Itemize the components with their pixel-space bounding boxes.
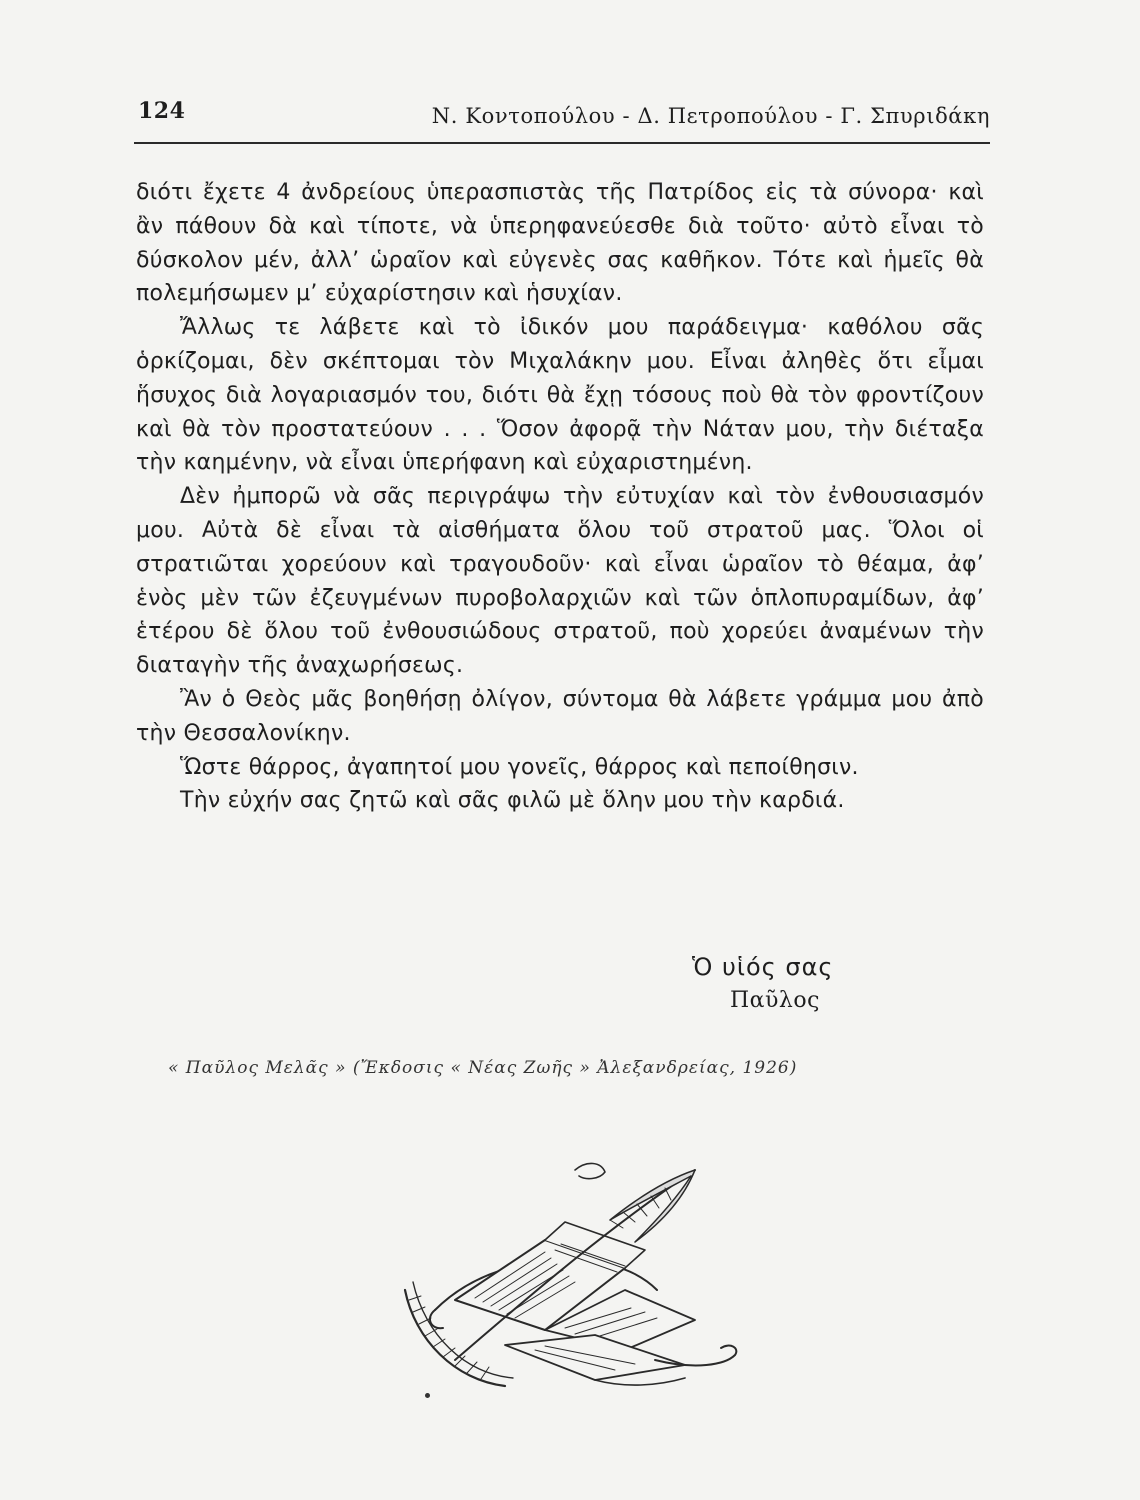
ink-speck [425,1393,430,1398]
signature-name: Παῦλος [730,988,820,1013]
letter-paragraph-3: Δὲν ἠμπορῶ νὰ σᾶς περιγράψω τὴν εὐτυχίαν καὶ τὸν ἐνθουσιασμόν μου. Αὐτὰ δὲ εἶναι τὰ αἰσθήματα ὅλου τοῦ στρατοῦ μας. Ὅλοι οἱ στρατιῶται χορεύουν καὶ τραγουδοῦν· καὶ εἶναι ὡραῖον τὸ θέαμα, ἀφ’ ἑνὸς μὲν τῶν ἐζευγμένων πυροβολαρχιῶν καὶ τῶν ὁπλοπυραμίδων, ἀφ’ ἑτέρου δὲ ὅλου τοῦ ἐνθουσιώδους στρατοῦ, ποὺ χορεύει ἀναμένων τὴν διαταγὴν τῆς ἀναχωρήσεως. [136,484,984,679]
letter-body [136,176,984,818]
letter-paragraph-2: Ἄλλως τε λάβετε καὶ τὸ ἰδικόν μου παράδειγμα· καθόλου σᾶς ὁρκίζομαι, δὲν σκέπτομαι τὸν Μιχαλάκην μου. Εἶναι ἀληθὲς ὅτι εἶμαι ἥσυχος διὰ λογαριασμόν του, διότι θὰ ἔχῃ τόσους ποὺ θὰ τὸν φροντίζουν καὶ θὰ τὸν προστατεύουν . . . Ὅσον ἀφορᾷ τὴν Νάταν μου, τὴν διέταξα τὴν καημένην, νὰ εἶναι ὑπερήφανη καὶ εὐχαριστημένη. [136,315,984,476]
letter-paragraph-6: Τὴν εὐχήν σας ζητῶ καὶ σᾶς φιλῶ μὲ ὅλην μου τὴν καρδιά. [180,788,845,814]
letter-paragraph-5: Ὥστε θάρρος, ἀγαπητοί μου γονεῖς, θάρρος καὶ πεποίθησιν. [180,754,859,780]
closing-line: Ὁ υἱός σας [692,953,834,981]
letter-paragraph-1: διότι ἔχετε 4 ἀνδρείους ὑπερασπιστὰς τῆς Πατρίδος εἰς τὰ σύνορα· καὶ ἂν πάθουν δὰ καὶ τίποτε, νὰ ὑπερηφανεύεσθε διὰ τοῦτο· αὐτὸ εἶναι τὸ δύσκολον μέν, ἀλλ’ ὡραῖον καὶ εὐγενὲς σας καθῆκον. Τότε καὶ ἡμεῖς θὰ πολεμήσωμεν μ’ εὐχαρίστησιν καὶ ἡσυχίαν. [136,180,984,307]
source-citation: « Παῦλος Μελᾶς » (Ἔκδοσις « Νέας Ζωῆς » Ἀλεξανδρείας, 1926) [168,1058,798,1078]
running-head: Ν. Κοντοπούλου - Δ. Πετροπούλου - Γ. Σπυριδάκη [431,104,990,128]
letter-paragraph-4: Ἂν ὁ Θεὸς μᾶς βοηθήσῃ ὀλίγον, σύντομα θὰ λάβετε γράμμα μου ἀπὸ τὴν Θεσσαλονίκην. [136,686,984,746]
page-number: 124 [138,98,186,124]
letter-signature [680,950,930,1018]
quill-and-papers-icon [395,1150,755,1410]
page-header [134,92,990,144]
